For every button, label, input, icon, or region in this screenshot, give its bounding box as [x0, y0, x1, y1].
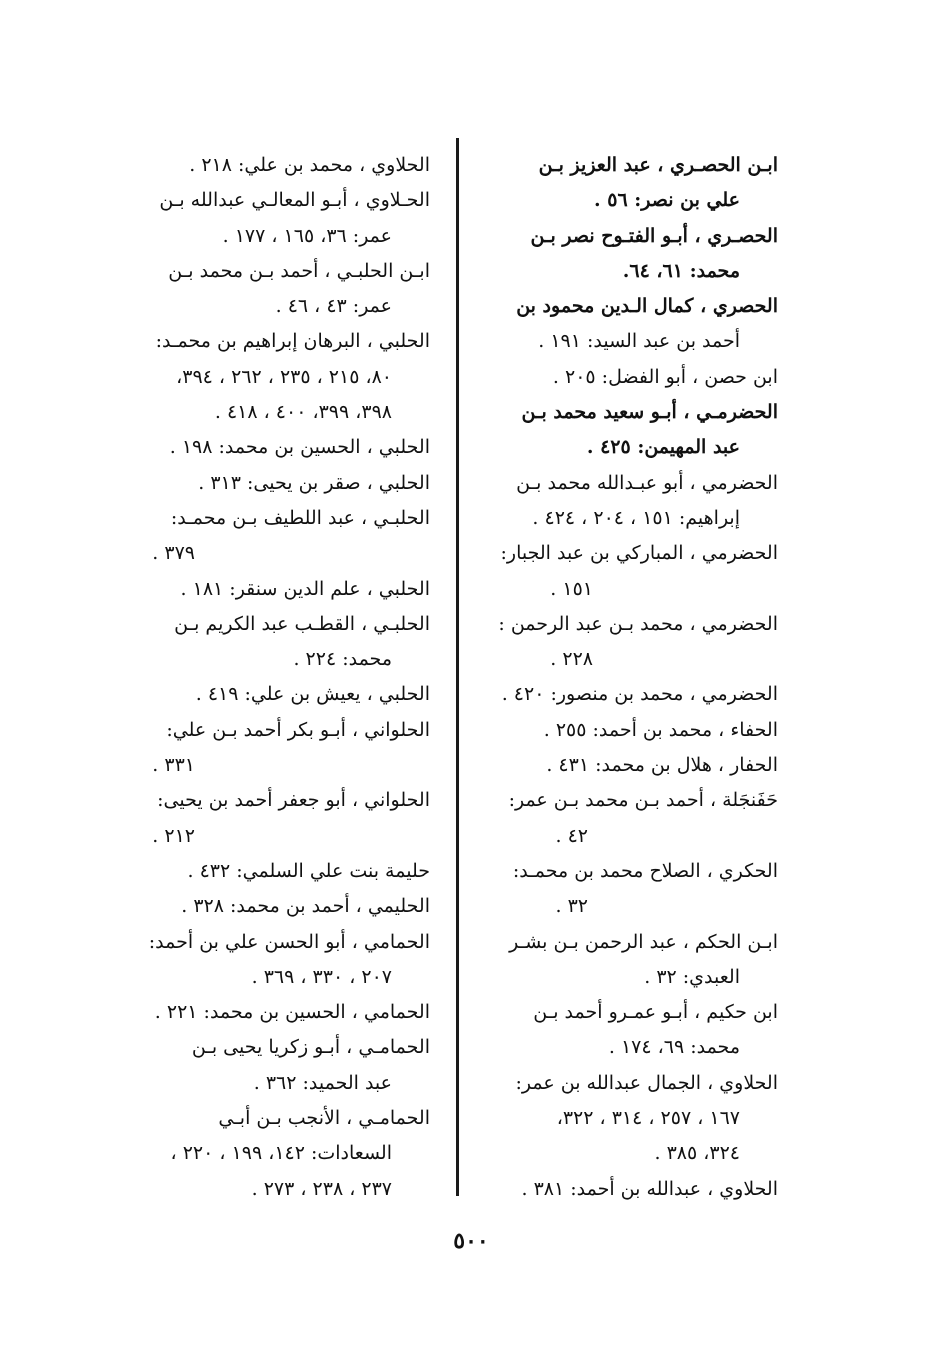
entry-text: عبد الحميد: ٣٦٢ . — [253, 1071, 392, 1094]
entry-text: الحلبي ، علم الدين سنقر: ١٨١ . — [180, 577, 430, 600]
index-line — [478, 748, 778, 783]
index-line — [478, 501, 778, 536]
index-line — [130, 183, 430, 218]
index-line — [478, 324, 778, 359]
entry-text: العبدي: ٣٢ . — [644, 965, 740, 988]
entry-text: ٢٠٧ ، ٣٣٠ ، ٣٦٩ . — [251, 965, 392, 988]
index-line — [478, 219, 778, 254]
index-line — [130, 1136, 430, 1171]
index-line — [130, 360, 430, 395]
index-line — [478, 819, 778, 854]
index-line — [130, 1066, 430, 1101]
index-line — [130, 148, 430, 183]
index-line — [130, 854, 430, 889]
entry-text: الحصـري ، أبـو الفتـوح نصر بـن — [530, 224, 778, 247]
entry-text: عمر: ٣٦، ١٦٥ ، ١٧٧ . — [222, 224, 392, 247]
index-line — [478, 783, 778, 818]
entry-text: الحمامـي ، الأنجب بـن أبـي — [218, 1107, 430, 1130]
index-line — [130, 713, 430, 748]
entry-text: الحلبـي ، عبد اللطيف بـن محمـد: — [170, 506, 430, 529]
entry-text: الحلاوي ، الجمال عبدالله بن عمر: — [515, 1071, 778, 1094]
index-line — [130, 466, 430, 501]
index-line — [130, 642, 430, 677]
index-line — [478, 536, 778, 571]
index-line — [130, 324, 430, 359]
column-divider — [456, 138, 459, 1196]
entry-text: الحلبي ، الحسين بن محمد: ١٩٨ . — [169, 436, 430, 459]
entry-text: ٣٢ . — [555, 895, 588, 918]
entry-text: الحلبي ، صقر بن يحيى: ٣١٣ . — [198, 471, 430, 494]
index-line — [130, 995, 430, 1030]
entry-text: أحمد بن عبد السيد: ١٩١ . — [538, 330, 740, 353]
entry-text: حليمة بنت علي السلمي: ٤٣٢ . — [187, 859, 430, 882]
entry-text: ٢٢٨ . — [550, 648, 593, 671]
index-line — [478, 572, 778, 607]
index-line — [478, 1066, 778, 1101]
entry-text: الحفاء ، محمد بن أحمد: ٢٥٥ . — [543, 718, 778, 741]
entry-text: الحضرمي ، محمد بن منصور: ٤٢٠ . — [501, 683, 778, 706]
entry-text: إبراهيم: ١٥١ ، ٢٠٤ ، ٤٢٤ . — [532, 506, 740, 529]
index-line — [478, 960, 778, 995]
entry-text: ٣٣١ . — [152, 754, 195, 777]
entry-text: ٢١٢ . — [152, 824, 195, 847]
entry-text: الحفار ، هلال بن محمد: ٤٣١ . — [546, 754, 778, 777]
left-index-column — [130, 148, 430, 1207]
index-line — [130, 1172, 430, 1207]
index-line — [130, 572, 430, 607]
index-line — [130, 395, 430, 430]
entry-text: الحلواني ، أبو جعفر أحمد بن يحيى: — [157, 789, 430, 812]
entry-text: الحضرمي ، المباركي بن عبد الجبار: — [500, 542, 778, 565]
entry-text: ابن حكيم ، أبـو عمـرو أحمد بـن — [533, 1001, 778, 1024]
entry-text: ٢٣٧ ، ٢٣٨ ، ٢٧٣ . — [251, 1177, 392, 1200]
index-line — [478, 607, 778, 642]
index-line — [478, 430, 778, 465]
index-line — [130, 607, 430, 642]
index-line — [130, 1030, 430, 1065]
entry-text: الحلبي ، البرهان إبراهيم بن محمـد: — [155, 330, 430, 353]
entry-text: الحضرمي ، أبو عبـدالله محمد بـن — [516, 471, 778, 494]
entry-text: الحلبي ، يعيش بن علي: ٤١٩ . — [195, 683, 430, 706]
entry-text: الحكري ، الصلاح محمد بن محمـد: — [512, 859, 778, 882]
index-line — [478, 677, 778, 712]
entry-text: ١٦٧ ، ٢٥٧ ، ٣١٤ ، ٣٢٢، — [556, 1107, 740, 1130]
index-line — [130, 960, 430, 995]
entry-text: الحلبـي ، القطـب عبد الكريم بـن — [174, 612, 430, 635]
index-line — [478, 466, 778, 501]
entry-text: الحليمي ، أحمد بن محمد: ٣٢٨ . — [181, 895, 430, 918]
entry-text: الحمامي ، أبو الحسن علي بن أحمد: — [148, 930, 430, 953]
index-line — [130, 819, 430, 854]
index-line — [478, 1136, 778, 1171]
entry-text: الحلاوي ، محمد بن علي: ٢١٨ . — [189, 154, 430, 176]
index-line — [478, 254, 778, 289]
index-line — [478, 1030, 778, 1065]
entry-text: ابـن الحلبـي ، أحمد بـن محمد بـن — [168, 259, 430, 282]
index-line — [130, 501, 430, 536]
index-line — [130, 254, 430, 289]
index-line — [478, 289, 778, 324]
entry-text: الحمامـي ، أبـو زكريا يحيى بـن — [191, 1036, 430, 1059]
index-line — [478, 360, 778, 395]
entry-text: ابـن الحكم ، عبد الرحمن بـن بشـر — [509, 930, 778, 953]
index-line — [478, 713, 778, 748]
index-line — [478, 1172, 778, 1207]
index-line — [130, 925, 430, 960]
index-line — [478, 148, 778, 183]
entry-text: حَفَنجَلة ، أحمد بـن محمد بـن عمر: — [508, 789, 778, 812]
index-line — [130, 748, 430, 783]
index-line — [478, 642, 778, 677]
index-line — [130, 289, 430, 324]
entry-text: الحضرمـي ، أبـو سعيد محمد بـن — [521, 401, 778, 424]
entry-text: ابـن الحصـري ، عبد العزيز بـن — [538, 154, 778, 176]
entry-text: عمر: ٤٣ ، ٤٦ . — [275, 295, 392, 318]
entry-text: ٣٢٤، ٣٨٥ . — [654, 1142, 740, 1165]
index-line — [478, 995, 778, 1030]
index-line — [478, 889, 778, 924]
entry-text: محمد: ٢٢٤ . — [293, 648, 392, 671]
entry-text: ٣٩٨، ٣٩٩، ٤٠٠ ، ٤١٨ . — [214, 401, 392, 424]
index-line — [130, 889, 430, 924]
entry-text: الحـلاوي ، أبـو المعالـي عبدالله بـن — [159, 189, 430, 212]
index-line — [478, 925, 778, 960]
entry-text: محمد: ٦١، ٦٤. — [622, 259, 740, 282]
entry-text: السعادات: ١٤٢، ١٩٩ ، ٢٢٠ ، — [170, 1142, 392, 1165]
entry-text: ابن حصن ، أبو الفضل: ٢٠٥ . — [552, 365, 778, 388]
entry-text: الحضرمي ، محمد بـن عبد الرحمن : — [498, 612, 778, 635]
page-number: ٥٠٠ — [453, 1228, 489, 1254]
index-line — [478, 854, 778, 889]
index-line — [130, 677, 430, 712]
index-line — [478, 395, 778, 430]
entry-text: ٨٠، ٢١٥ ، ٢٣٥ ، ٢٦٢ ، ٣٩٤، — [176, 365, 392, 388]
index-line — [130, 783, 430, 818]
entry-text: الحمامي ، الحسين بن محمد: ٢٢١ . — [154, 1001, 430, 1024]
entry-text: محمد: ٦٩، ١٧٤ . — [608, 1036, 740, 1059]
entry-text: الحلواني ، أبـو بكر أحمد بـن علي: — [166, 718, 430, 741]
index-line — [130, 536, 430, 571]
entry-text: الحصري ، كمال الـدين محمود بن — [516, 295, 778, 318]
index-line — [130, 219, 430, 254]
entry-text: الحلاوي ، عبدالله بن أحمد: ٣٨١ . — [521, 1177, 778, 1200]
entry-text: ٤٢ . — [555, 824, 588, 847]
index-line — [130, 430, 430, 465]
entry-text: ٣٧٩ . — [152, 542, 195, 565]
index-line — [478, 183, 778, 218]
index-line — [130, 1101, 430, 1136]
index-line — [478, 1101, 778, 1136]
entry-text: علي بن نصر: ٥٦ . — [594, 189, 740, 212]
entry-text: عبد المهيمن: ٤٢٥ . — [586, 436, 740, 459]
right-index-column — [478, 148, 778, 1207]
entry-text: ١٥١ . — [550, 577, 593, 600]
